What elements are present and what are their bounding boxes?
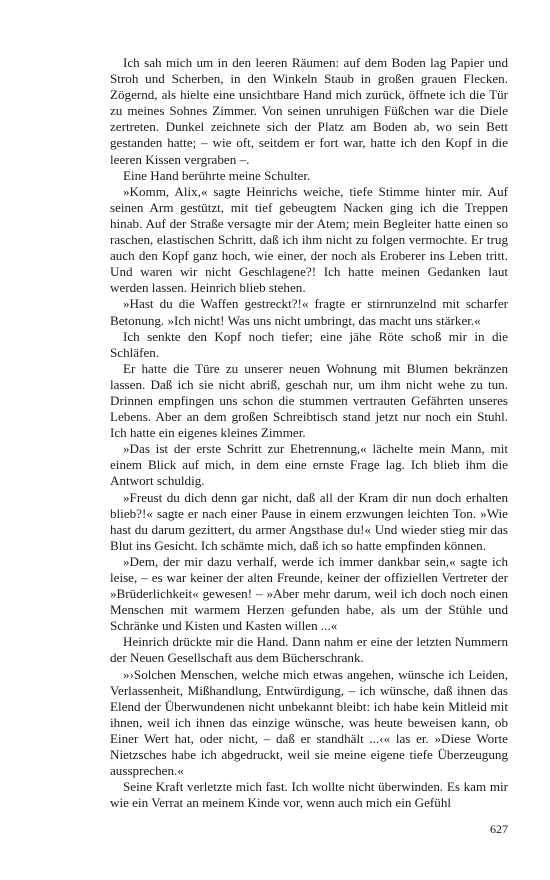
paragraph: Seine Kraft verletzte mich fast. Ich wollte nicht überwinden. Es kam mir wie ein Verrat an meinem Kinde vor, wenn auch mich ein Gefühl: [110, 779, 508, 811]
paragraph: »Freust du dich denn gar nicht, daß all der Kram dir nun doch erhalten blieb?!« sagte er nach einer Pause in einem erzwungen leichten Ton. »Wie hast du darum gezittert, du armer Angsthase du!« Und wieder stieg mir das Blut ins Gesicht. Ich schämte mich, daß ich so hatte empfinden können.: [110, 489, 508, 553]
paragraph: Eine Hand berührte meine Schulter.: [123, 167, 311, 183]
paragraph: Ich senkte den Kopf noch tiefer; eine jähe Röte schoß mir in die Schläfen.: [110, 328, 508, 360]
body-text: [110, 55, 508, 811]
paragraph: »Das ist der erste Schritt zur Ehetrennung,« lächelte mein Mann, mit einem Blick auf mich, in dem eine ernste Frage lag. Ich blieb ihm die Antwort schuldig.: [110, 441, 508, 489]
page-number: 627: [490, 822, 508, 836]
paragraph: »Komm, Alix,« sagte Heinrichs weiche, tiefe Stimme hinter mir. Auf seinen Arm gestützt, mit tief gebeugtem Nacken ging ich die Treppen hinab. Auf der Straße versagte mir der Atem; mein Begleiter hatte einen so raschen, elastischen Schritt, daß ich ihm nicht zu folgen vermochte. Er trug auch den Kopf ganz hoch, wie einer, der noch als Eroberer ins Leben tritt. Und waren wir nicht Geschlagene?! Ich hatte meinen Gedanken laut werden lassen. Heinrich blieb stehen.: [110, 183, 508, 296]
paragraph: »Dem, der mir dazu verhalf, werde ich immer dankbar sein,« sagte ich leise, – es war keiner der alten Freunde, keiner der offiziellen Vertreter der »Brüderlichkeit« gewesen! – »Aber mehr darum, weil ich doch noch einen Menschen mit warmem Herzen gefunden habe, als um der Stühle und Schränke und Kisten und Kasten willen ...«: [110, 553, 508, 634]
paragraph: »Hast du die Waffen gestreckt?!« fragte er stirnrunzelnd mit scharfer Betonung. »Ich nicht! Was uns nicht umbringt, das macht uns stärker.«: [110, 296, 508, 328]
paragraph: Heinrich drückte mir die Hand. Dann nahm er eine der letzten Nummern der Neuen Gesellschaft aus dem Bücherschrank.: [110, 634, 508, 666]
paragraph: Er hatte die Türe zu unserer neuen Wohnung mit Blumen bekränzen lassen. Daß ich sie nicht abriß, geschah nur, um ihm nicht wehe zu tun. Drinnen empfingen uns schon die stummen vertrauten Gefährten unseres Lebens. Aber an dem großen Schreibtisch stand jetzt nur noch ein Stuhl. Ich hatte ein eigenes kleines Zimmer.: [110, 360, 508, 441]
paragraph: »›Solchen Menschen, welche mich etwas angehen, wünsche ich Leiden, Verlassenheit, Mißhandlung, Entwürdigung, – ich wünsche, daß ihnen das Elend der Überwundenen nicht unbekannt bleibt: ich habe kein Mitleid mit ihnen, weil ich ihnen das einzige wünsche, was heute beweisen kann, ob Einer Wert hat, oder nicht, – daß er standhält ...‹« las er. »Diese Worte Nietzsches habe ich abgedruckt, weil sie meine eigene tiefe Überzeugung aussprechen.«: [110, 666, 508, 779]
paragraph: Ich sah mich um in den leeren Räumen: auf dem Boden lag Papier und Stroh und Scherben, in den Winkeln Staub in großen grauen Flecken. Zögernd, als hielte eine unsichtbare Hand mich zurück, öffnete ich die Tür zu meines Sohnes Zimmer. Von seinen unruhigen Füßchen war die Diele zertreten. Dunkel zeichnete sich der Platz am Boden ab, wo sein Bett gestanden hatte; – wie oft, seitdem er fort war, hatte ich den Kopf in die leeren Kissen vergraben –.: [110, 55, 508, 167]
